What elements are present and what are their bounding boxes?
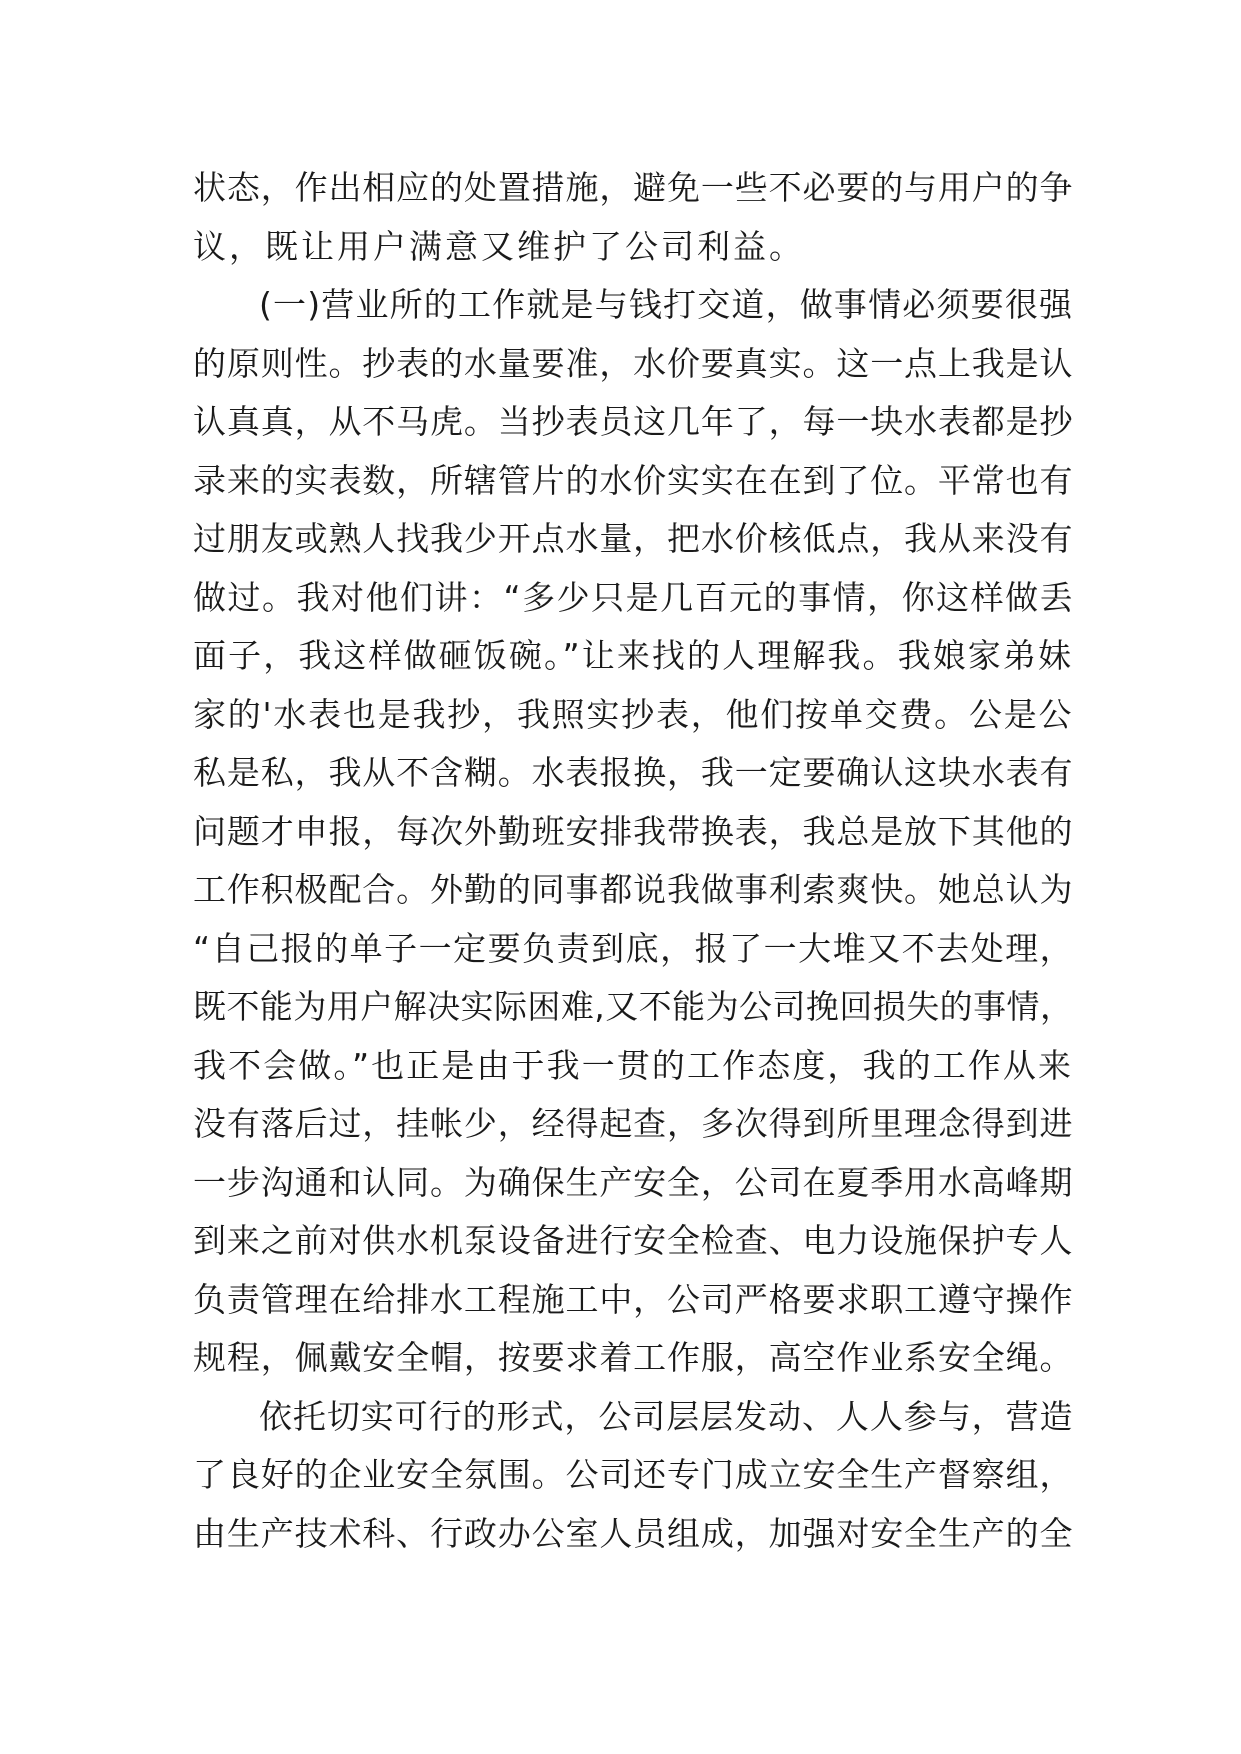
text-line: “自己报的单子一定要负责到底，报了一大堆又不去处理， (193, 928, 1075, 968)
text-line: 家的'水表也是我抄，我照实抄表，他们按单交费。公是公 (193, 694, 1073, 734)
text-line: 过朋友或熟人找我少开点水量，把水价核低点，我从来没有 (193, 519, 1073, 558)
text-line: 的原则性。抄表的水量要准，水价要真实。这一点上我是认 (193, 343, 1073, 383)
text-line: 既不能为用户解决实际困难,又不能为公司挽回损失的事情， (193, 987, 1073, 1026)
paragraph-start-line: (一)营业所的工作就是与钱打交道，做事情必须要很强 (259, 285, 1073, 324)
text-line: 了良好的企业安全氛围。公司还专门成立安全生产督察组， (193, 1455, 1073, 1494)
text-line: 规程，佩戴安全帽，按要求着工作服，高空作业系安全绳。 (193, 1338, 1073, 1377)
paragraph-start-line: 依托切实可行的形式，公司层层发动、人人参与，营造 (259, 1396, 1073, 1436)
text-line: 一步沟通和认同。为确保生产安全，公司在夏季用水高峰期 (193, 1162, 1073, 1202)
text-line: 由生产技术科、行政办公室人员组成，加强对安全生产的全 (193, 1513, 1073, 1553)
text-line: 负责管理在给排水工程施工中，公司严格要求职工遵守操作 (193, 1279, 1073, 1319)
text-line: 到来之前对供水机泵设备进行安全检查、电力设施保护专人 (193, 1221, 1073, 1260)
text-line: 认真真，从不马虎。当抄表员这几年了，每一块水表都是抄 (193, 402, 1073, 441)
text-line: 议，既让用户满意又维护了公司利益。 (193, 226, 805, 266)
text-line: 没有落后过，挂帐少，经得起查，多次得到所里理念得到进 (193, 1104, 1073, 1143)
text-line: 问题才申报，每次外勤班安排我带换表，我总是放下其他的 (193, 811, 1073, 851)
body-text (193, 159, 1073, 1563)
text-line: 私是私，我从不含糊。水表报换，我一定要确认这块水表有 (193, 753, 1073, 792)
text-line: 面子，我这样做砸饭碗。”让来找的人理解我。我娘家弟妹 (193, 636, 1073, 675)
text-line: 做过。我对他们讲：“多少只是几百元的事情，你这样做丢 (193, 577, 1075, 617)
text-line: 我不会做。”也正是由于我一贯的工作态度，我的工作从来 (193, 1045, 1073, 1085)
text-line: 录来的实表数，所辖管片的水价实实在在到了位。平常也有 (193, 460, 1073, 500)
text-line: 工作积极配合。外勤的同事都说我做事利索爽快。她总认为 (193, 870, 1073, 909)
text-line: 状态，作出相应的处置措施，避免一些不必要的与用户的争 (193, 168, 1073, 207)
